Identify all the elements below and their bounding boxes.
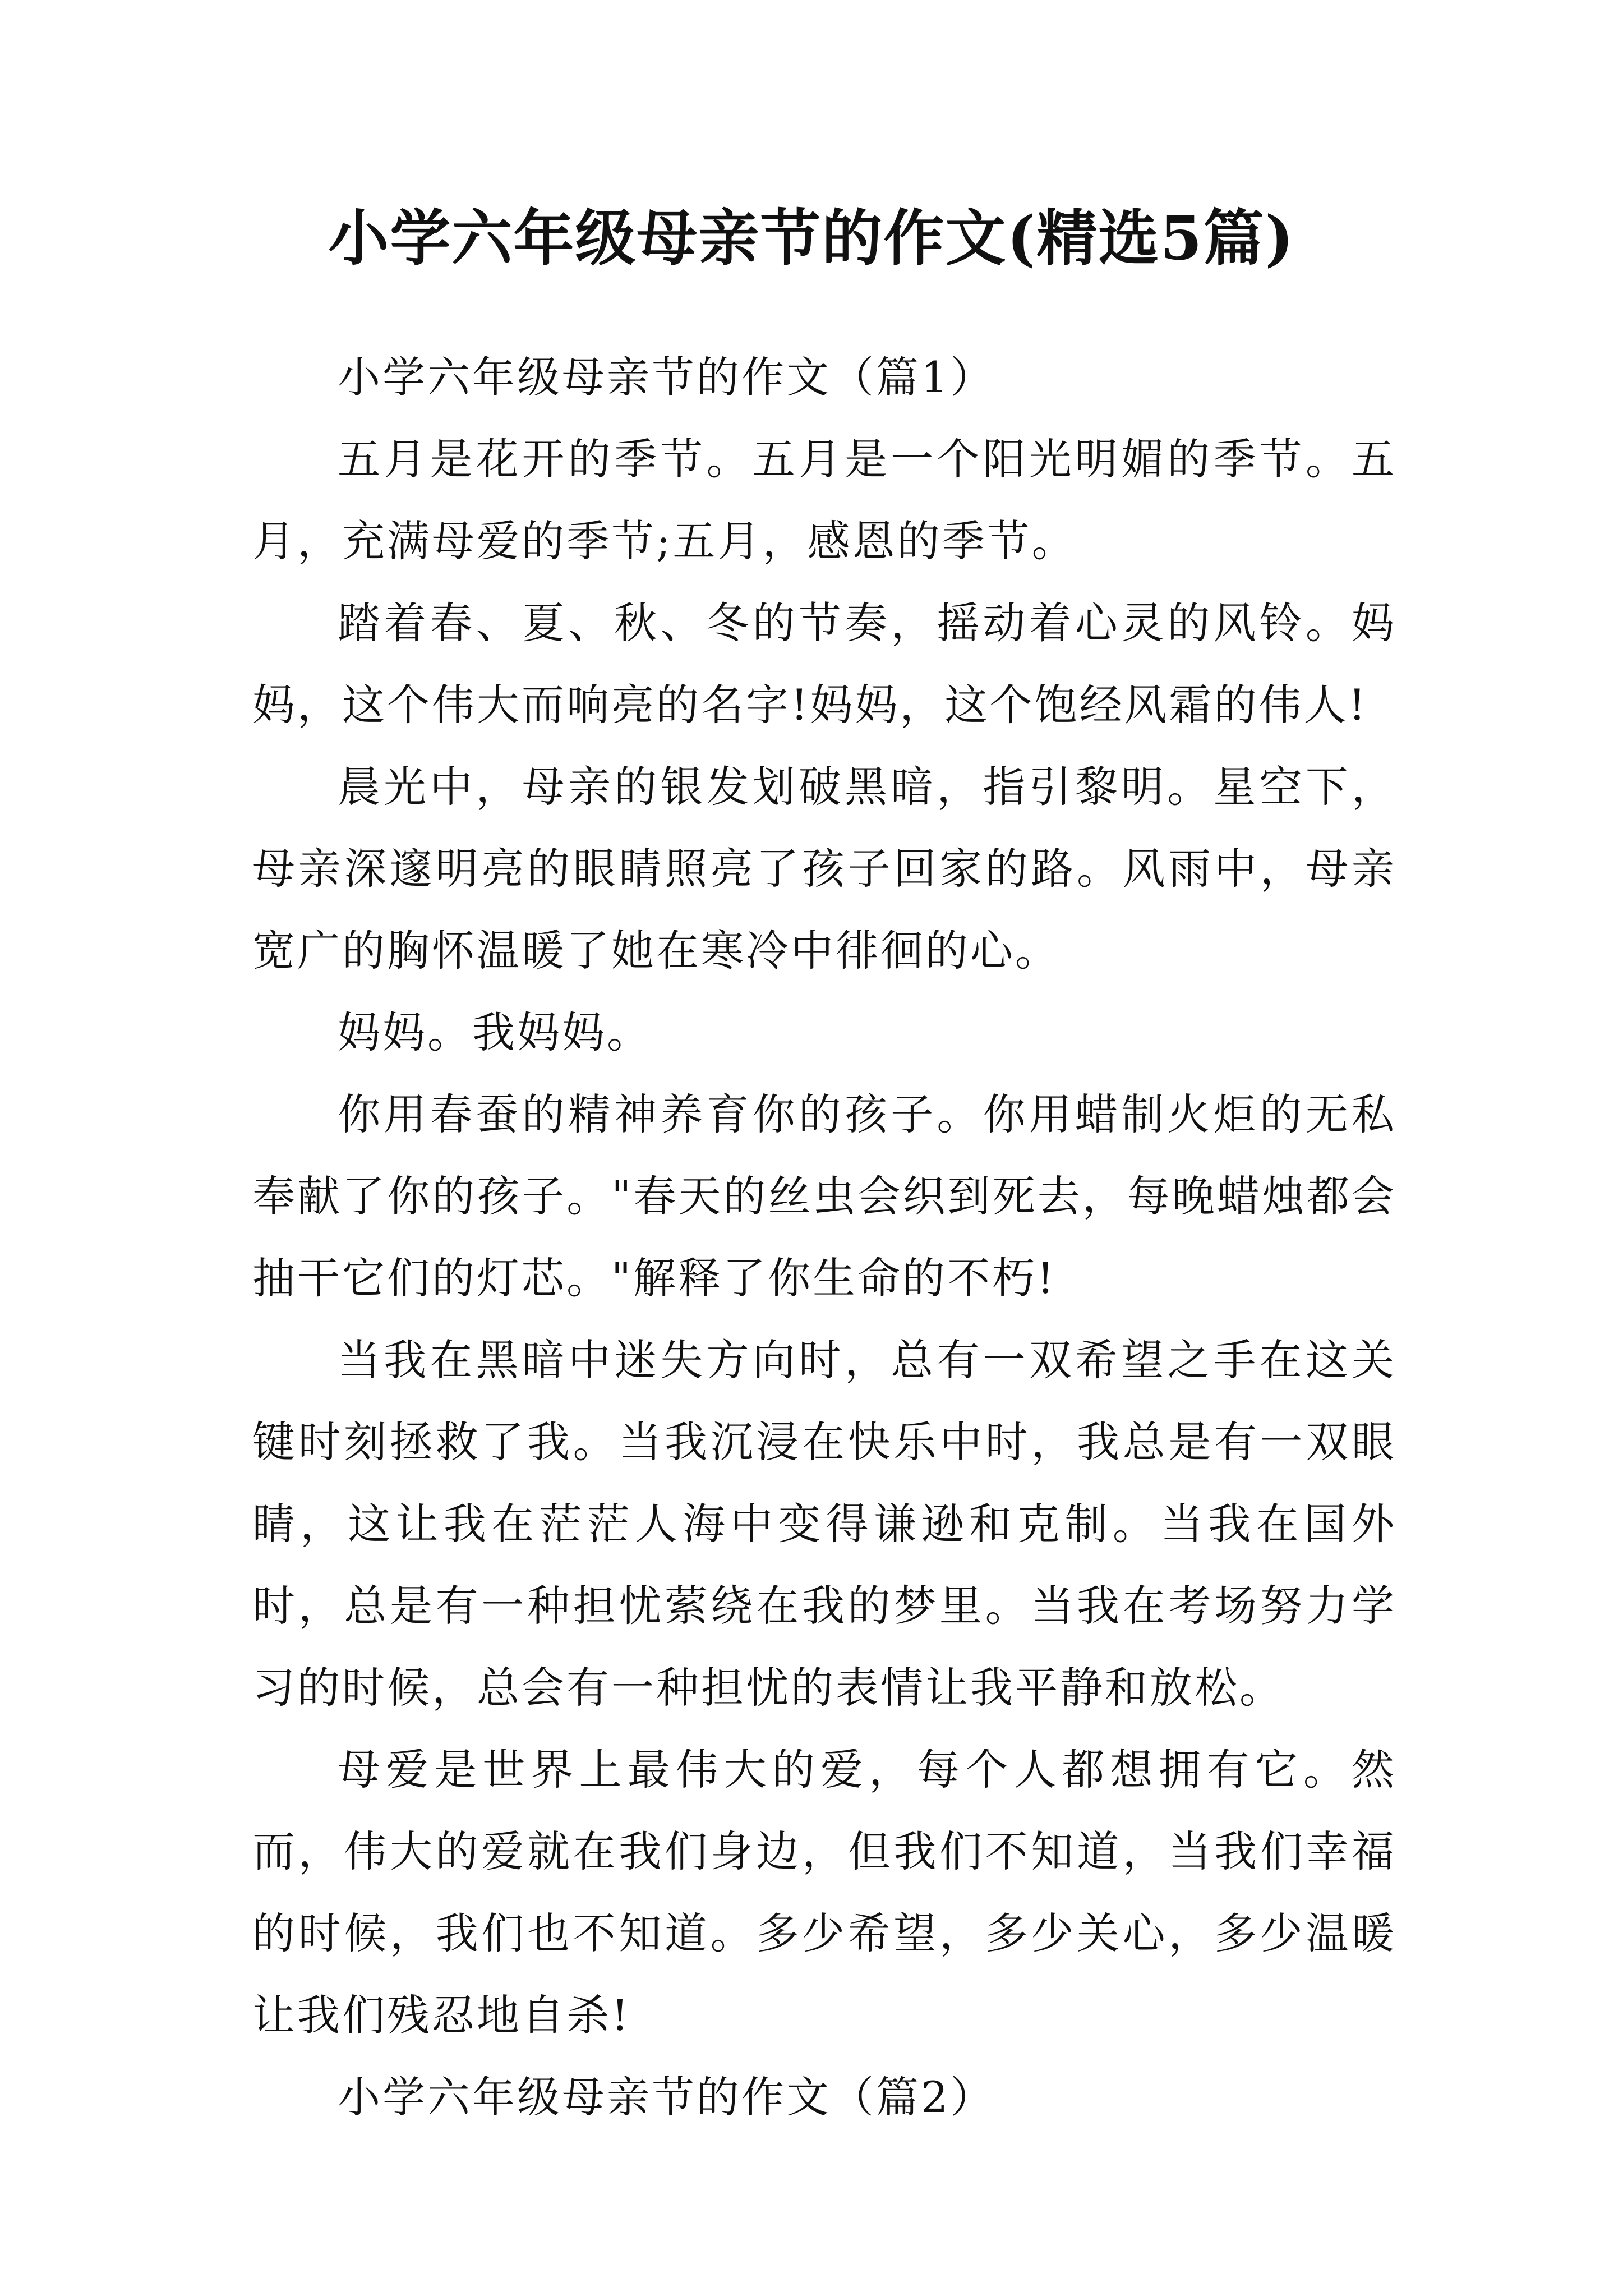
paragraph: 踏着春、夏、秋、冬的节奏，摇动着心灵的风铃。妈妈，这个伟大而响亮的名字!妈妈，这个饱经风霜的伟人! [252,598,1396,730]
paragraph: 母爱是世界上最伟大的爱，每个人都想拥有它。然而，伟大的爱就在我们身边，但我们不知道，当我们幸福的时候，我们也不知道。多少希望，多少关心，多少温暖让我们残忍地自杀! [252,1745,1396,2040]
paragraph: 晨光中，母亲的银发划破黑暗，指引黎明。星空下，母亲深邃明亮的眼睛照亮了孩子回家的路。风雨中，母亲宽广的胸怀温暖了她在寒冷中徘徊的心。 [252,762,1396,976]
paragraph: 妈妈。我妈妈。 [338,1007,652,1057]
paragraph: 你用春蚕的精神养育你的孩子。你用蜡制火炬的无私奉献了你的孩子。"春天的丝虫会织到死去，每晚蜡烛都会抽干它们的灯芯。"解释了你生命的不朽! [252,1089,1396,1303]
section-heading-2: 小学六年级母亲节的作文（篇2） [338,2072,995,2122]
paragraph: 当我在黑暗中迷失方向时，总有一双希望之手在这关键时刻拯救了我。当我沉浸在快乐中时，我总是有一双眼睛，这让我在茫茫人海中变得谦逊和克制。当我在国外时，总是有一种担忧萦绕在我的梦里。当我在考场努力学习的时候，总会有一种担忧的表情让我平静和放松。 [252,1335,1396,1713]
document-body [252,337,1396,2138]
document-title: 小学六年级母亲节的作文(精选5篇) [328,203,1295,274]
section-heading-1: 小学六年级母亲节的作文（篇1） [338,352,995,402]
paragraph: 五月是花开的季节。五月是一个阳光明媚的季节。五月，充满母爱的季节;五月，感恩的季节。 [252,434,1396,566]
